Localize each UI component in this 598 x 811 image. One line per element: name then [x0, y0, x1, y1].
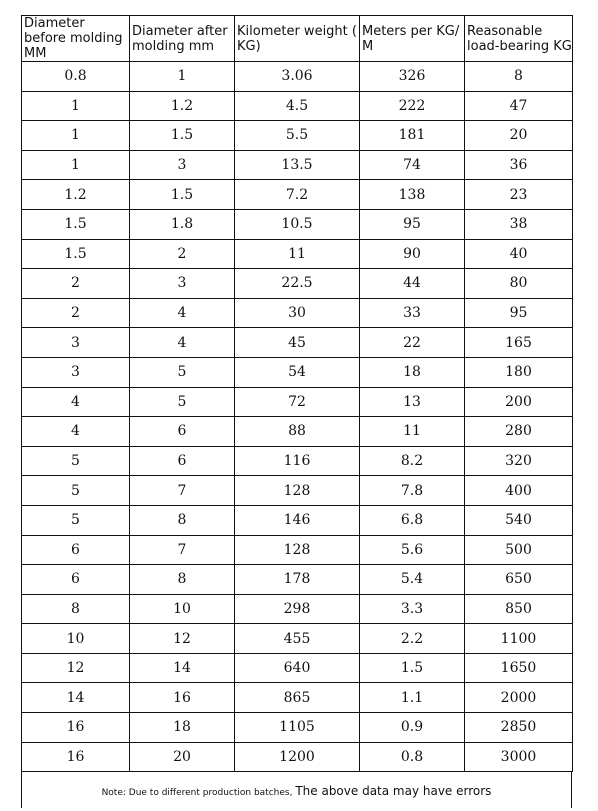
cell-diameter-before: 1: [22, 150, 130, 180]
table-row: [22, 62, 573, 92]
cell-kilometer-weight: 298: [235, 594, 360, 624]
cell-kilometer-weight: 54: [235, 357, 360, 387]
table-row: [22, 505, 573, 535]
cell-load-bearing: 165: [465, 328, 573, 358]
cell-meters-per-kg: 33: [360, 298, 465, 328]
cell-load-bearing: 1100: [465, 624, 573, 654]
table-row: [22, 653, 573, 683]
cell-diameter-after: 6: [130, 446, 235, 476]
cell-diameter-after: 7: [130, 476, 235, 506]
cell-meters-per-kg: 0.9: [360, 713, 465, 743]
cell-meters-per-kg: 222: [360, 91, 465, 121]
cell-diameter-after: 4: [130, 328, 235, 358]
cell-load-bearing: 8: [465, 62, 573, 92]
cell-load-bearing: 36: [465, 150, 573, 180]
cell-load-bearing: 3000: [465, 742, 573, 772]
table-row: [22, 328, 573, 358]
cell-kilometer-weight: 10.5: [235, 209, 360, 239]
table-row: [22, 91, 573, 121]
table-row: [22, 387, 573, 417]
cell-load-bearing: 38: [465, 209, 573, 239]
cell-diameter-before: 5: [22, 446, 130, 476]
table-row: [22, 269, 573, 299]
cell-meters-per-kg: 95: [360, 209, 465, 239]
cell-load-bearing: 47: [465, 91, 573, 121]
cell-diameter-before: 2: [22, 269, 130, 299]
cell-diameter-before: 6: [22, 535, 130, 565]
cell-diameter-after: 1.2: [130, 91, 235, 121]
cell-diameter-after: 8: [130, 505, 235, 535]
header-row: [22, 16, 573, 62]
header-kilometer-weight: Kilometer weight ( KG): [235, 16, 360, 62]
cell-diameter-before: 1: [22, 121, 130, 151]
cell-meters-per-kg: 44: [360, 269, 465, 299]
cell-diameter-after: 10: [130, 594, 235, 624]
cell-meters-per-kg: 8.2: [360, 446, 465, 476]
cell-kilometer-weight: 640: [235, 653, 360, 683]
cell-diameter-before: 12: [22, 653, 130, 683]
cell-kilometer-weight: 88: [235, 417, 360, 447]
cell-kilometer-weight: 178: [235, 565, 360, 595]
cell-diameter-before: 0.8: [22, 62, 130, 92]
cell-kilometer-weight: 128: [235, 476, 360, 506]
cell-diameter-before: 1.5: [22, 239, 130, 269]
cell-meters-per-kg: 181: [360, 121, 465, 151]
cell-kilometer-weight: 865: [235, 683, 360, 713]
header-diameter-before: Diameter before molding MM: [22, 16, 130, 62]
table-row: [22, 298, 573, 328]
cell-diameter-after: 12: [130, 624, 235, 654]
table-row: [22, 476, 573, 506]
cell-diameter-before: 5: [22, 505, 130, 535]
note-row: [21, 772, 572, 808]
cell-meters-per-kg: 5.6: [360, 535, 465, 565]
table-row: [22, 594, 573, 624]
table-row: [22, 683, 573, 713]
cell-diameter-after: 14: [130, 653, 235, 683]
cell-kilometer-weight: 128: [235, 535, 360, 565]
cell-meters-per-kg: 22: [360, 328, 465, 358]
cell-load-bearing: 540: [465, 505, 573, 535]
cell-diameter-before: 4: [22, 417, 130, 447]
cell-load-bearing: 280: [465, 417, 573, 447]
cell-meters-per-kg: 1.5: [360, 653, 465, 683]
cell-load-bearing: 400: [465, 476, 573, 506]
cell-meters-per-kg: 5.4: [360, 565, 465, 595]
cell-meters-per-kg: 138: [360, 180, 465, 210]
cell-diameter-after: 3: [130, 150, 235, 180]
table-row: [22, 239, 573, 269]
cell-diameter-after: 18: [130, 713, 235, 743]
cell-load-bearing: 2000: [465, 683, 573, 713]
cell-meters-per-kg: 326: [360, 62, 465, 92]
cell-meters-per-kg: 74: [360, 150, 465, 180]
cell-diameter-before: 1.2: [22, 180, 130, 210]
cell-load-bearing: 2850: [465, 713, 573, 743]
note-text-part1: Note: Due to different production batches,: [101, 788, 296, 799]
cell-meters-per-kg: 3.3: [360, 594, 465, 624]
cell-diameter-after: 6: [130, 417, 235, 447]
cell-meters-per-kg: 2.2: [360, 624, 465, 654]
cell-load-bearing: 20: [465, 121, 573, 151]
cell-diameter-after: 16: [130, 683, 235, 713]
cell-kilometer-weight: 3.06: [235, 62, 360, 92]
cell-kilometer-weight: 30: [235, 298, 360, 328]
cell-diameter-before: 14: [22, 683, 130, 713]
cell-meters-per-kg: 11: [360, 417, 465, 447]
cell-diameter-after: 20: [130, 742, 235, 772]
cell-kilometer-weight: 5.5: [235, 121, 360, 151]
cell-meters-per-kg: 13: [360, 387, 465, 417]
cell-diameter-after: 8: [130, 565, 235, 595]
specification-table: [21, 15, 573, 772]
cell-diameter-before: 4: [22, 387, 130, 417]
cell-diameter-after: 3: [130, 269, 235, 299]
table-row: [22, 180, 573, 210]
cell-diameter-after: 4: [130, 298, 235, 328]
cell-kilometer-weight: 7.2: [235, 180, 360, 210]
cell-kilometer-weight: 45: [235, 328, 360, 358]
note-text-part2: The above data may have errors: [295, 784, 492, 799]
cell-diameter-after: 5: [130, 387, 235, 417]
cell-load-bearing: 1650: [465, 653, 573, 683]
cell-diameter-after: 1: [130, 62, 235, 92]
header-diameter-after: Diameter after molding mm: [130, 16, 235, 62]
cell-load-bearing: 80: [465, 269, 573, 299]
table-row: [22, 713, 573, 743]
cell-diameter-before: 16: [22, 713, 130, 743]
header-meters-per-kg: Meters per KG/ M: [360, 16, 465, 62]
cell-kilometer-weight: 13.5: [235, 150, 360, 180]
cell-kilometer-weight: 146: [235, 505, 360, 535]
cell-load-bearing: 180: [465, 357, 573, 387]
header-load-bearing: Reasonable load-bearing KG: [465, 16, 573, 62]
table-row: [22, 357, 573, 387]
cell-load-bearing: 500: [465, 535, 573, 565]
cell-load-bearing: 40: [465, 239, 573, 269]
cell-kilometer-weight: 116: [235, 446, 360, 476]
cell-meters-per-kg: 0.8: [360, 742, 465, 772]
table-body: [22, 62, 573, 772]
cell-kilometer-weight: 72: [235, 387, 360, 417]
cell-diameter-after: 1.5: [130, 121, 235, 151]
cell-kilometer-weight: 1105: [235, 713, 360, 743]
cell-meters-per-kg: 90: [360, 239, 465, 269]
cell-diameter-after: 5: [130, 357, 235, 387]
cell-meters-per-kg: 6.8: [360, 505, 465, 535]
table-row: [22, 535, 573, 565]
table-row: [22, 565, 573, 595]
cell-load-bearing: 200: [465, 387, 573, 417]
cell-diameter-before: 2: [22, 298, 130, 328]
cell-kilometer-weight: 22.5: [235, 269, 360, 299]
cell-kilometer-weight: 1200: [235, 742, 360, 772]
cell-diameter-before: 3: [22, 357, 130, 387]
cell-meters-per-kg: 18: [360, 357, 465, 387]
cell-diameter-before: 1: [22, 91, 130, 121]
cell-diameter-before: 3: [22, 328, 130, 358]
table-row: [22, 417, 573, 447]
cell-kilometer-weight: 11: [235, 239, 360, 269]
table-row: [22, 209, 573, 239]
table-row: [22, 742, 573, 772]
cell-diameter-after: 1.5: [130, 180, 235, 210]
cell-diameter-before: 8: [22, 594, 130, 624]
cell-diameter-before: 10: [22, 624, 130, 654]
table-row: [22, 446, 573, 476]
cell-diameter-before: 16: [22, 742, 130, 772]
cell-load-bearing: 320: [465, 446, 573, 476]
cell-load-bearing: 650: [465, 565, 573, 595]
cell-load-bearing: 23: [465, 180, 573, 210]
cell-diameter-after: 2: [130, 239, 235, 269]
cell-diameter-before: 6: [22, 565, 130, 595]
cell-diameter-after: 7: [130, 535, 235, 565]
cell-meters-per-kg: 7.8: [360, 476, 465, 506]
cell-meters-per-kg: 1.1: [360, 683, 465, 713]
cell-load-bearing: 850: [465, 594, 573, 624]
cell-kilometer-weight: 4.5: [235, 91, 360, 121]
cell-diameter-after: 1.8: [130, 209, 235, 239]
cell-load-bearing: 95: [465, 298, 573, 328]
table-row: [22, 121, 573, 151]
cell-kilometer-weight: 455: [235, 624, 360, 654]
cell-diameter-before: 1.5: [22, 209, 130, 239]
spec-sheet: [21, 15, 572, 808]
table-row: [22, 624, 573, 654]
table-row: [22, 150, 573, 180]
cell-diameter-before: 5: [22, 476, 130, 506]
